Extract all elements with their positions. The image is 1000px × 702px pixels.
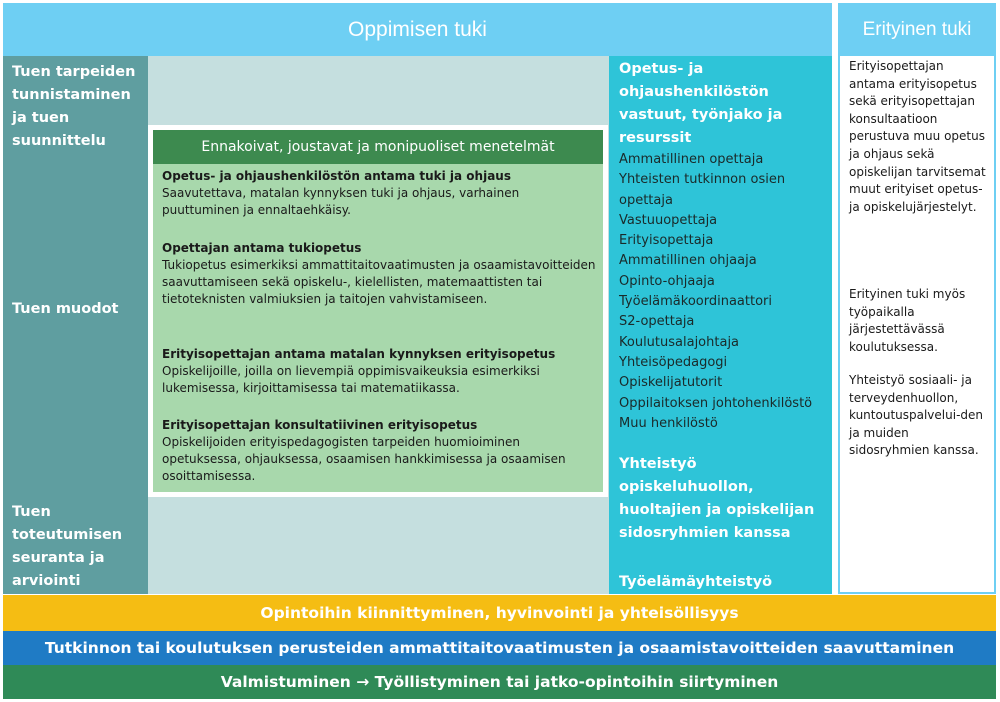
left-label-monitoring: Tuen toteutumisen seuranta ja arviointi bbox=[12, 504, 123, 589]
center-section-1-text: Saavutettava, matalan kynnyksen tuki ja ohjaus, varhainen puuttuminen ja ennaltaehkäisy. bbox=[162, 186, 520, 217]
center-section-4 bbox=[162, 417, 598, 485]
staff-list-item: opettaja bbox=[619, 192, 673, 208]
bar-engagement bbox=[3, 595, 996, 631]
bar-competence-label: Tutkinnon tai koulutuksen perusteiden ammattitaitovaatimusten ja osaamistavoitteiden saavuttaminen bbox=[44, 639, 955, 657]
right-heading-responsibilities: Opetus- ja ohjaushenkilöstön vastuut, työnjako ja resurssit bbox=[619, 61, 783, 146]
staff-list-item: Yhteisten tutkinnon osien bbox=[619, 172, 786, 188]
staff-list-item: S2-opettaja bbox=[619, 314, 695, 330]
center-section-4-text: Opiskelijoiden erityispedagogisten tarpeiden huomioiminen opetuksessa, ohjauksessa, osaamisen hankkimisessa ja osaamisen osoittamisessa. bbox=[162, 435, 566, 483]
staff-list-item: Muu henkilöstö bbox=[619, 415, 718, 431]
erityinen-paragraph-1: Erityisopettajan antama erityisopetus sekä erityisopettajan konsultaatioon perustuva muu opetus ja ohjaus sekä opiskelijan tarvitsemat muut erityiset opetus- ja opiskelujärjestelyt. bbox=[849, 59, 986, 214]
erityinen-paragraph-2: Erityinen tuki myös työpaikalla järjestettävässä koulutuksessa. bbox=[849, 287, 966, 354]
center-section-4-heading: Erityisopettajan konsultatiivinen erityisopetus bbox=[162, 418, 478, 432]
center-section-3-text: Opiskelijoille, joilla on lievempiä oppimisvaikeuksia esimerkiksi lukemisessa, kirjoittamisessa tai matematiikassa. bbox=[162, 364, 540, 395]
right-heading-worklife: Työelämäyhteistyö bbox=[619, 574, 773, 590]
staff-list-item: Yhteisöpedagogi bbox=[619, 354, 728, 370]
center-content bbox=[153, 130, 603, 492]
main-header-title: Oppimisen tuki bbox=[348, 17, 487, 41]
erityinen-column bbox=[838, 56, 996, 594]
staff-list-item: Vastuuopettaja bbox=[619, 212, 718, 228]
left-label-forms: Tuen muodot bbox=[12, 301, 119, 317]
staff-list-item: Työelämäkoordinaattori bbox=[619, 294, 772, 310]
erityinen-header bbox=[838, 3, 996, 56]
main-header bbox=[3, 3, 832, 56]
staff-list-item: Opinto-ohjaaja bbox=[619, 273, 715, 289]
staff-list bbox=[619, 150, 812, 434]
center-section-1-heading: Opetus- ja ohjaushenkilöstön antama tuki ja ohjaus bbox=[162, 169, 511, 183]
left-column bbox=[3, 56, 148, 594]
staff-list-item: Erityisopettaja bbox=[619, 233, 714, 249]
center-section-2 bbox=[162, 240, 598, 308]
right-heading-cooperation: Yhteistyö opiskeluhuollon, huoltajien ja opiskelijan sidosryhmien kanssa bbox=[619, 456, 815, 541]
bar-graduation bbox=[3, 665, 996, 699]
center-box bbox=[148, 125, 608, 497]
erityinen-header-title: Erityinen tuki bbox=[862, 18, 972, 40]
staff-list-item: Oppilaitoksen johtohenkilöstö bbox=[619, 395, 813, 411]
staff-list-item: Ammatillinen opettaja bbox=[619, 152, 764, 167]
center-title: Ennakoivat, joustavat ja monipuoliset menetelmät bbox=[153, 130, 603, 164]
center-section-2-heading: Opettajan antama tukiopetus bbox=[162, 241, 362, 255]
bar-engagement-label: Opintoihin kiinnittyminen, hyvinvointi ja yhteisöllisyys bbox=[260, 604, 739, 622]
left-label-identification: Tuen tarpeiden tunnistaminen ja tuen suunnittelu bbox=[12, 64, 136, 149]
center-section-3 bbox=[162, 346, 598, 397]
erityinen-paragraph-3: Yhteistyö sosiaali- ja terveydenhuollon, kuntoutuspalvelui-den ja muiden sidosryhmien kanssa. bbox=[849, 373, 984, 458]
right-column bbox=[609, 56, 832, 594]
center-section-2-text: Tukiopetus esimerkiksi ammattitaitovaatimusten ja osaamistavoitteiden saavuttamiseen sekä opiskelu-, kielellisten, matemaattisten tai tietoteknisten valmiuksien ja taitojen vahvistamiseen. bbox=[162, 258, 596, 306]
staff-list-item: Ammatillinen ohjaaja bbox=[619, 253, 757, 269]
center-section-1 bbox=[162, 168, 598, 219]
staff-list-item: Opiskelijatutorit bbox=[619, 375, 723, 391]
staff-list-item: Koulutusalajohtaja bbox=[619, 334, 740, 350]
bar-competence bbox=[3, 631, 996, 665]
center-section-3-heading: Erityisopettajan antama matalan kynnyksen erityisopetus bbox=[162, 347, 556, 361]
bar-graduation-label: Valmistuminen → Työllistyminen tai jatko-opintoihin siirtyminen bbox=[220, 673, 779, 691]
